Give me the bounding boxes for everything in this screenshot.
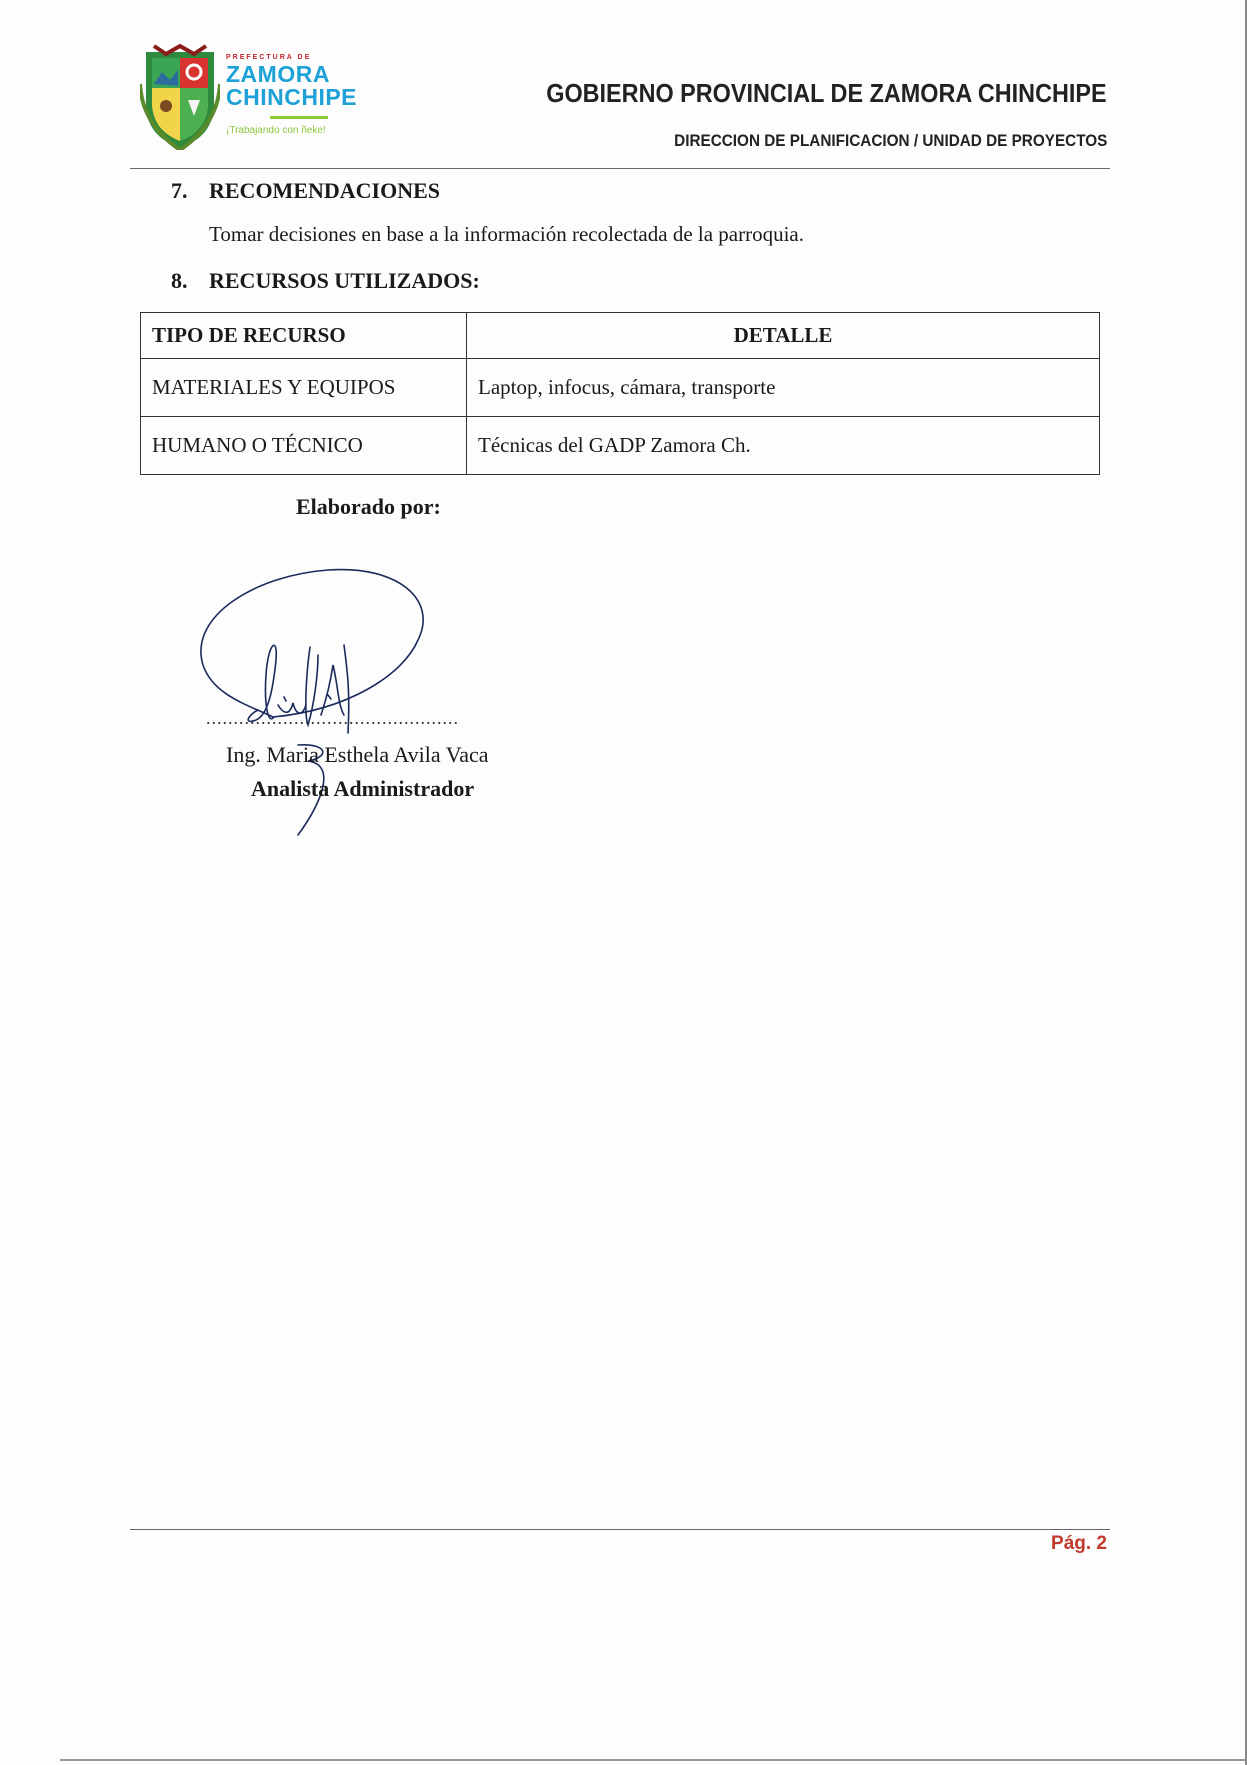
table-cell-detalle: Laptop, infocus, cámara, transporte	[467, 359, 1100, 417]
signer-role: Analista Administrador	[251, 776, 475, 801]
page-number: Pág. 2	[1051, 1533, 1107, 1554]
footer-divider	[130, 1529, 1110, 1530]
section-number: 8.	[171, 268, 188, 293]
logo-divider	[270, 116, 328, 119]
signature-line: ..............................................	[206, 708, 459, 728]
logo-line-1: ZAMORA	[226, 61, 330, 87]
table-header-row	[141, 313, 1100, 359]
table-cell-tipo: MATERIALES Y EQUIPOS	[141, 359, 467, 417]
recomendaciones-text: Tomar decisiones en base a la información recolectada de la parroquia.	[209, 222, 805, 246]
header-subtitle: DIRECCION DE PLANIFICACION / UNIDAD DE PROYECTOS	[673, 131, 1107, 150]
table-header-detalle: DETALLE	[467, 313, 1100, 359]
signer-name: Ing. Maria Esthela Avila Vaca	[226, 742, 489, 767]
table-cell-detalle: Técnicas del GADP Zamora Ch.	[467, 417, 1100, 475]
resources-table	[140, 312, 1100, 475]
section-recomendaciones-heading	[171, 178, 440, 204]
table-cell-tipo: HUMANO O TÉCNICO	[141, 417, 467, 475]
logo-prefix: PREFECTURA DE	[226, 54, 312, 61]
section-title: RECURSOS UTILIZADOS:	[209, 268, 480, 293]
section-recursos-heading	[171, 268, 480, 294]
header-title: GOBIERNO PROVINCIAL DE ZAMORA CHINCHIPE	[546, 78, 1107, 108]
section-title: RECOMENDACIONES	[209, 178, 441, 203]
handwritten-signature	[198, 565, 478, 845]
header-divider	[130, 168, 1110, 169]
table-header-tipo: TIPO DE RECURSO	[141, 313, 467, 359]
logo-tagline: ¡Trabajando con ñeke!	[226, 125, 326, 136]
coat-of-arms-icon	[140, 44, 220, 150]
table-row	[141, 417, 1100, 475]
elaborado-label: Elaborado por:	[296, 494, 441, 519]
logo-line-2: CHINCHIPE	[226, 84, 358, 110]
table-row	[141, 359, 1100, 417]
prefectura-logo	[140, 44, 370, 154]
scan-edge-bottom	[60, 1759, 1247, 1761]
section-number: 7.	[171, 178, 188, 203]
